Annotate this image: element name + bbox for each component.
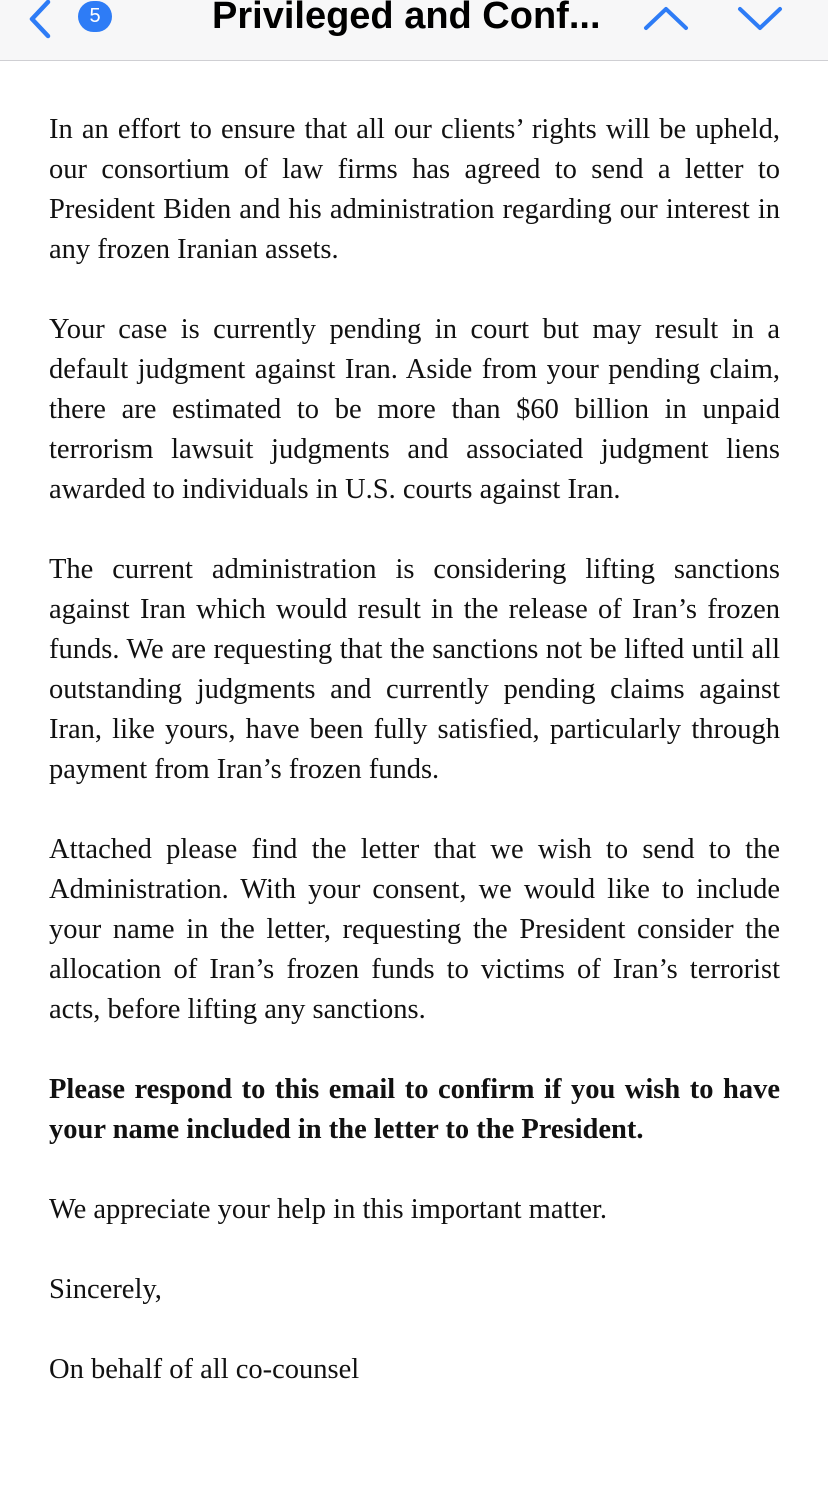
unread-count-badge: 5 — [78, 1, 112, 32]
email-paragraph: The current administration is considering lifting sanctions against Iran which would result in the release of Iran’s frozen funds. We are requesting that the sanctions not be lifted until all outstanding judgments and currently pending claims against Iran, like yours, have been fully satisfied, particularly through payment from Iran’s frozen funds. — [49, 554, 780, 785]
email-call-to-action: Please respond to this email to confirm if you wish to have your name included in the letter to the President. — [49, 1074, 780, 1145]
email-paragraph: We appreciate your help in this important matter. — [49, 1194, 608, 1225]
chevron-up-icon — [640, 0, 692, 40]
previous-message-button[interactable] — [640, 0, 692, 40]
email-paragraph: In an effort to ensure that all our clients’ rights will be upheld, our consortium of law firms has agreed to send a letter to President Biden and his administration regarding our interest in any frozen Iranian assets. — [49, 114, 780, 265]
email-paragraph: Your case is currently pending in court but may result in a default judgment against Iran. Aside from your pending claim, there are estimated to be more than $60 billion in unpaid terrorism lawsuit judgments and associated judgment liens awarded to individuals in U.S. courts against Iran. — [49, 314, 780, 505]
email-paragraph: Attached please find the letter that we wish to send to the Administration. With your consent, we would like to include your name in the letter, requesting the President consider the allocation of Iran’s frozen funds to victims of Iran’s terrorist acts, before lifting any sanctions. — [49, 834, 780, 1025]
navigation-bar — [0, 0, 828, 61]
email-signature: On behalf of all co-counsel — [49, 1354, 360, 1385]
chevron-down-icon — [734, 0, 786, 40]
chevron-left-icon — [18, 0, 62, 40]
next-message-button[interactable] — [734, 0, 786, 40]
email-subject-title: Privileged and Conf... — [212, 0, 601, 37]
email-closing: Sincerely, — [49, 1274, 162, 1305]
email-body — [49, 110, 780, 1430]
back-button[interactable] — [18, 0, 62, 40]
